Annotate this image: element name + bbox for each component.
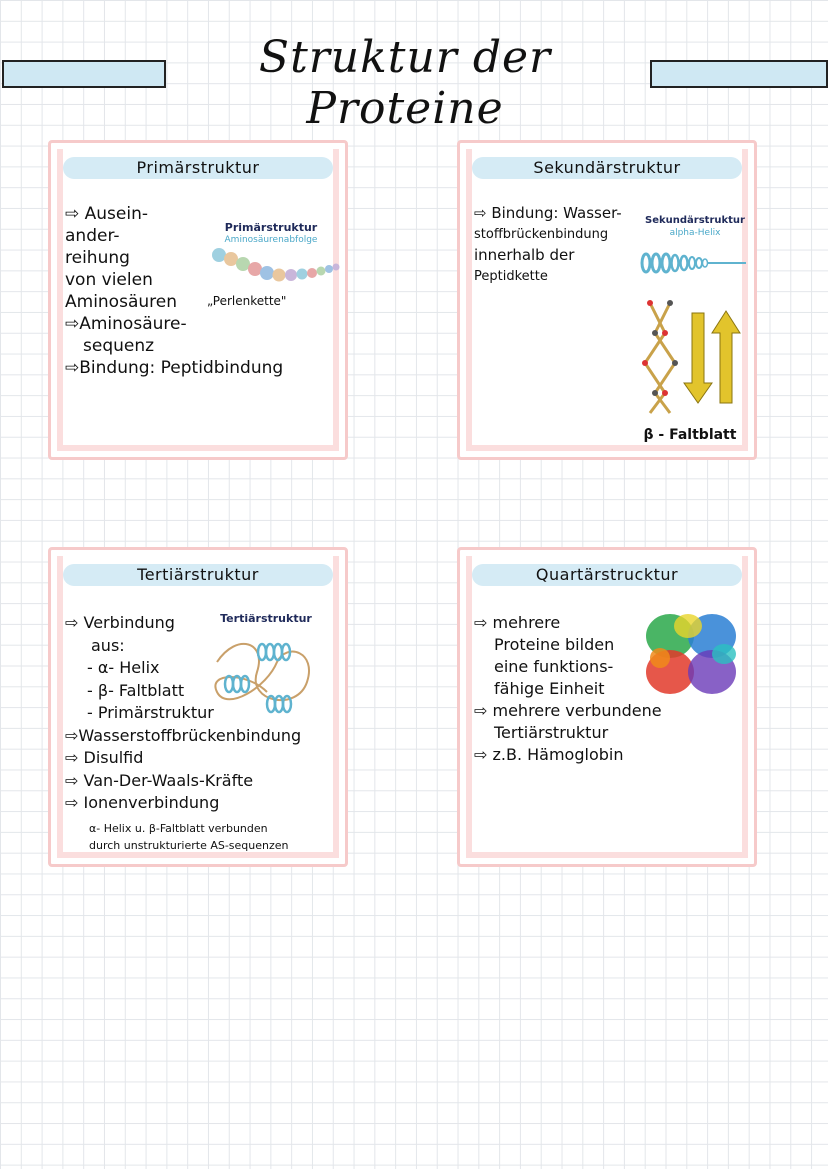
text-line: ⇨ Ausein- <box>65 204 148 224</box>
text-line: Aminosäuren <box>65 292 177 312</box>
card-text <box>474 203 622 287</box>
text-line: ⇨ Van-Der-Waals-Kräfte <box>65 770 254 790</box>
text-line: ⇨ mehrere <box>474 613 561 632</box>
figure-annotation: „Perlenkette" <box>207 294 287 308</box>
tertiary-structure-figure <box>207 632 327 722</box>
title-decoration-left <box>2 60 166 88</box>
card-tertiaerstruktur <box>48 547 348 867</box>
card-note <box>89 820 289 854</box>
text-line: eine funktions- <box>494 657 614 676</box>
alpha-helix-figure <box>638 251 748 275</box>
text-line: - α- Helix <box>87 658 160 677</box>
hemoglobin-figure <box>640 606 744 702</box>
figure-title: Primärstruktur <box>224 221 318 234</box>
note-line: α- Helix u. β-Faltblatt verbunden <box>89 822 268 835</box>
figure-title: Sekundärstruktur <box>645 215 745 226</box>
text-line: ⇨ Ionenverbindung <box>65 793 220 812</box>
text-line: ⇨Wasserstoffbrückenbindung <box>65 725 302 745</box>
text-line: fähige Einheit <box>494 679 605 698</box>
card-title: Sekundärstruktur <box>472 157 742 179</box>
text-line: ⇨ Verbindung <box>65 613 175 632</box>
text-line: reihung <box>65 248 130 268</box>
text-line: Tertiärstruktur <box>494 723 609 742</box>
figure-title: Tertiärstruktur <box>220 612 312 625</box>
text-line: ander- <box>65 226 120 246</box>
text-line: innerhalb der <box>474 246 575 264</box>
text-line: ⇨Bindung: Peptidbindung <box>65 358 284 378</box>
text-line: ⇨ Disulfid <box>65 748 144 767</box>
text-line: - Primärstruktur <box>87 703 214 722</box>
page-title: Struktur der Proteine <box>258 32 552 134</box>
card-title: Tertiärstruktur <box>63 564 333 586</box>
text-line: Proteine bilden <box>494 635 615 654</box>
card-text <box>474 612 662 766</box>
card-sekundaerstruktur <box>457 140 757 460</box>
note-line: durch unstrukturierte AS-sequenzen <box>89 839 289 852</box>
text-line: - β- Faltblatt <box>87 680 185 700</box>
text-line: von vielen <box>65 270 153 290</box>
text-line: ⇨Aminosäure- <box>65 314 187 334</box>
text-line: ⇨ Bindung: Wasser- <box>474 204 622 222</box>
text-line: sequenz <box>83 336 155 356</box>
bead-chain-figure <box>209 247 339 297</box>
text-line: ⇨ z.B. Hämoglobin <box>474 745 624 764</box>
text-line: aus: <box>91 635 125 655</box>
card-quartaerstruktur <box>457 547 757 867</box>
card-title: Primärstruktur <box>63 157 333 179</box>
text-line: stoffbrückenbindung <box>474 227 609 242</box>
beta-sheet-figure <box>630 293 750 413</box>
text-line: ⇨ mehrere verbundene <box>474 701 662 720</box>
card-title: Quartärstrucktur <box>472 564 742 586</box>
figure-subtitle: Aminosäurenabfolge <box>224 235 318 245</box>
text-line: Peptidkette <box>474 269 548 284</box>
figure-subtitle: alpha-Helix <box>669 228 721 238</box>
card-primaerstruktur <box>48 140 348 460</box>
figure-caption: β - Faltblatt <box>643 427 737 443</box>
title-decoration-right <box>650 60 828 88</box>
